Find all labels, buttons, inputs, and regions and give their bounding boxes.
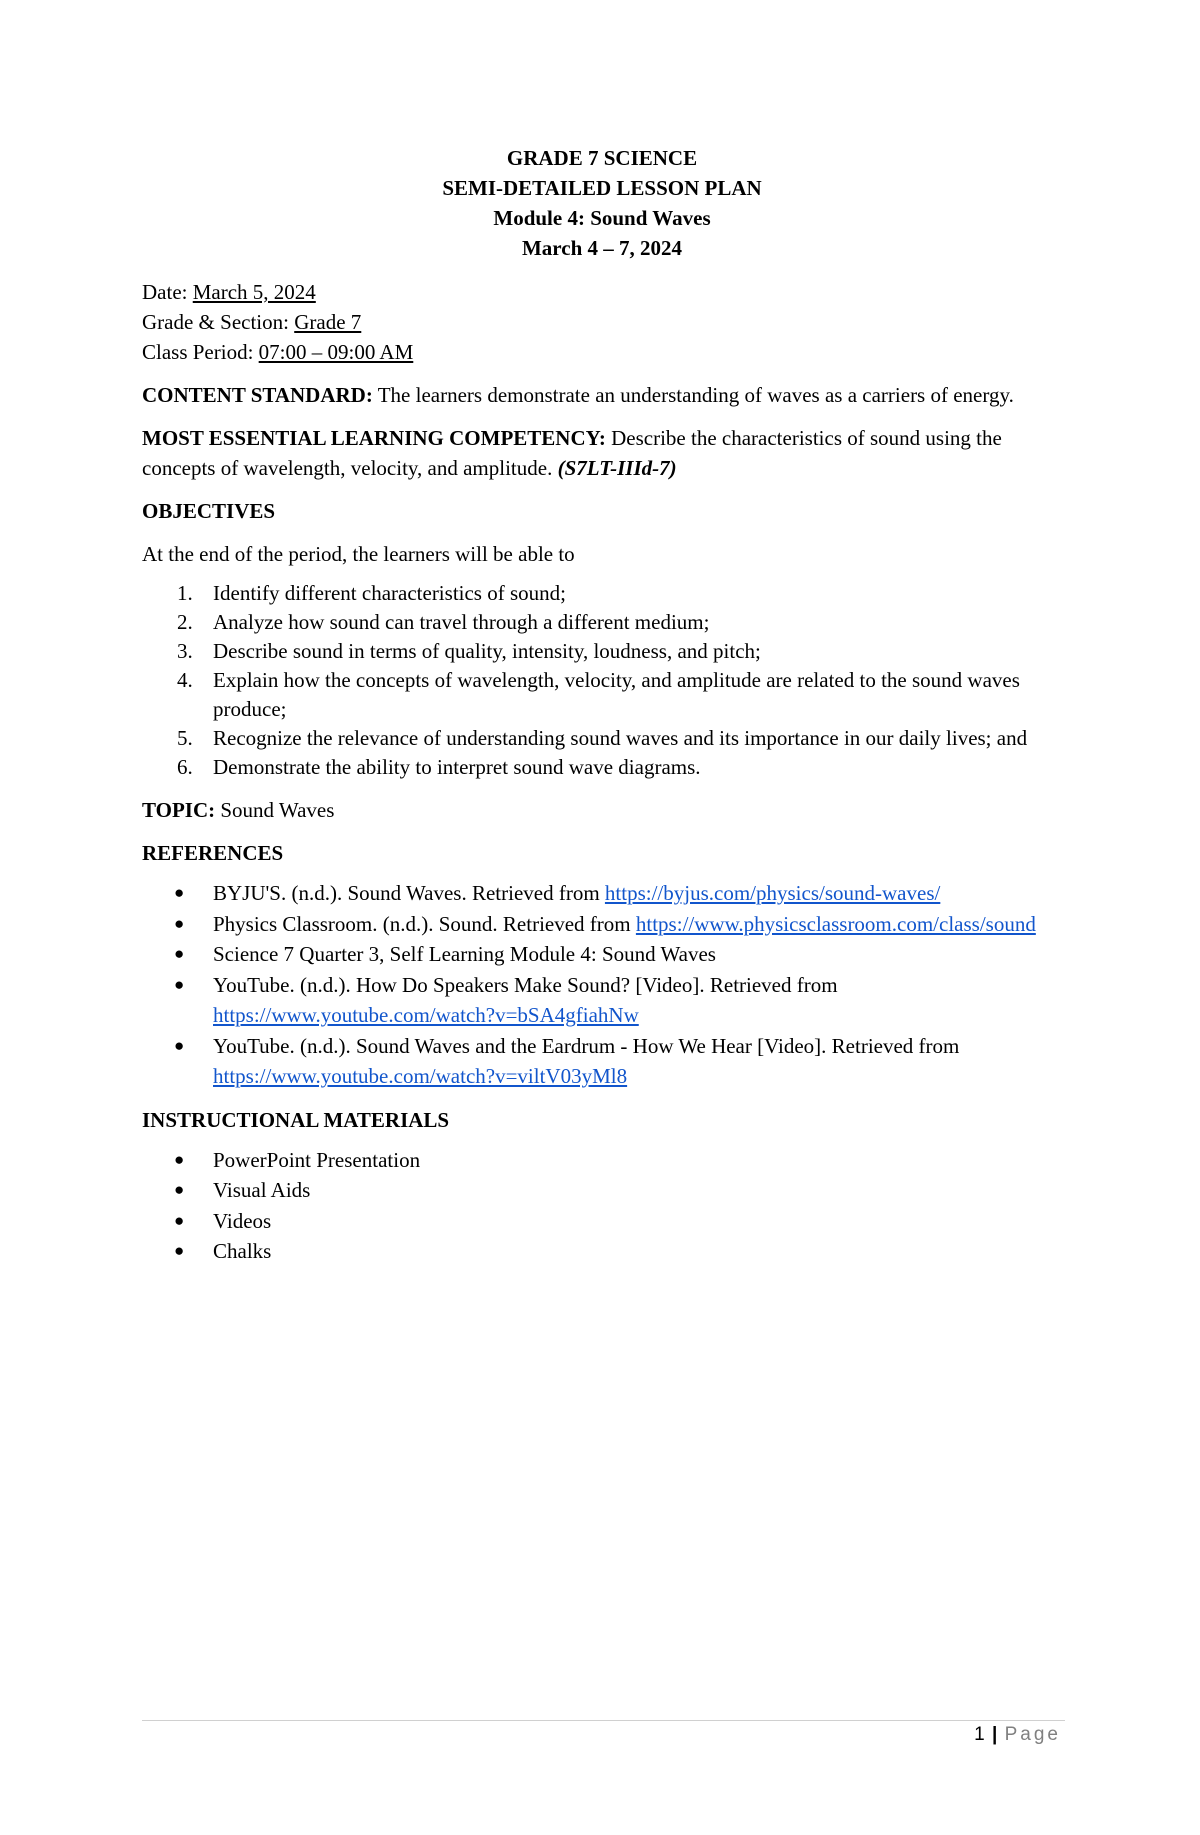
bullet-icon: ● (174, 883, 185, 902)
objective-item (142, 579, 1062, 608)
lesson-info (142, 277, 1062, 367)
document-content (142, 143, 1062, 1267)
header-module: Module 4: Sound Waves (493, 206, 711, 230)
content-standard-text: The learners demonstrate an understanding of waves as a carriers of energy. (372, 383, 1014, 407)
date-value: March 5, 2024 (192, 280, 316, 304)
objective-item (142, 608, 1062, 637)
footer-separator: | (992, 1724, 998, 1745)
material-text: Videos (213, 1208, 272, 1233)
objective-number: 6. (177, 755, 193, 779)
objective-text: Explain how the concepts of wavelength, velocity, and amplitude are related to the sound waves produce; (213, 668, 1020, 721)
reference-item (142, 970, 1062, 1031)
material-item (142, 1145, 1062, 1176)
class-period-label: Class Period: (142, 340, 259, 364)
reference-link[interactable]: https://www.physicsclassroom.com/class/sound (635, 911, 1036, 936)
reference-item (142, 909, 1062, 940)
bullet-icon: ● (174, 1180, 185, 1199)
reference-link[interactable]: https://byjus.com/physics/sound-waves/ (604, 881, 941, 905)
objective-number: 3. (177, 639, 193, 663)
topic (142, 795, 1062, 825)
reference-text: BYJU'S. (n.d.). Sound Waves. Retrieved from (213, 881, 605, 905)
bullet-icon: ● (174, 1035, 185, 1055)
material-item (142, 1206, 1062, 1237)
reference-text: Physics Classroom. (n.d.). Sound. Retrieved from (213, 911, 636, 936)
objective-text: Describe sound in terms of quality, intensity, loudness, and pitch; (213, 639, 761, 663)
header-date-range: March 4 – 7, 2024 (521, 236, 682, 260)
date-row (142, 277, 1062, 307)
objectives-intro: At the end of the period, the learners will be able to (142, 542, 575, 566)
reference-item (142, 878, 1062, 909)
learning-competency-code: (S7LT-IIId-7) (557, 456, 677, 480)
references-heading: REFERENCES (142, 841, 284, 865)
bullet-icon: ● (174, 913, 185, 933)
reference-text: YouTube. (n.d.). How Do Speakers Make Sound? [Video]. Retrieved from (213, 972, 838, 997)
objective-text: Identify different characteristics of sound; (213, 581, 566, 605)
material-item (142, 1236, 1062, 1267)
materials-list (142, 1145, 1062, 1267)
objective-text: Recognize the relevance of understanding sound waves and its importance in our daily lives; and (213, 726, 1028, 750)
date-label: Date: (142, 280, 193, 304)
objective-item (142, 724, 1062, 753)
objective-number: 5. (177, 726, 193, 750)
reference-text: Science 7 Quarter 3, Self Learning Module 4: Sound Waves (213, 942, 716, 966)
page-word: Page (1004, 1724, 1061, 1745)
objective-item (142, 637, 1062, 666)
document-header (142, 143, 1062, 263)
reference-item (142, 939, 1062, 970)
reference-link[interactable]: https://www.youtube.com/watch?v=viltV03yMl8 (213, 1064, 628, 1088)
material-text: Visual Aids (213, 1178, 311, 1202)
objective-text: Demonstrate the ability to interpret sound wave diagrams. (213, 755, 701, 779)
grade-section-row (142, 307, 1062, 337)
objectives-list (142, 579, 1062, 782)
learning-competency-label: MOST ESSENTIAL LEARNING COMPETENCY: (142, 426, 606, 450)
header-plan-type: SEMI-DETAILED LESSON PLAN (442, 176, 762, 200)
class-period-row (142, 337, 1062, 367)
objective-text: Analyze how sound can travel through a different medium; (213, 610, 710, 634)
objective-number: 2. (177, 610, 193, 634)
content-standard (142, 380, 1062, 410)
bullet-icon: ● (174, 944, 185, 963)
material-text: Chalks (213, 1239, 272, 1263)
learning-competency-text: Describe the characteristics of sound using the concepts of wavelength, velocity, and amplitude. (142, 426, 1002, 480)
material-text: PowerPoint Presentation (213, 1147, 421, 1172)
references-list (142, 878, 1062, 1092)
objective-item (142, 753, 1062, 782)
reference-text: YouTube. (n.d.). Sound Waves and the Eardrum - How We Hear [Video]. Retrieved from (213, 1033, 960, 1058)
page-number: 1 (974, 1724, 985, 1745)
material-item (142, 1175, 1062, 1206)
class-period-value: 07:00 – 09:00 AM (258, 340, 414, 364)
objective-number: 4. (177, 668, 193, 692)
bullet-icon: ● (174, 974, 185, 994)
reference-link[interactable]: https://www.youtube.com/watch?v=bSA4gfiahNw (213, 1003, 639, 1027)
bullet-icon: ● (174, 1241, 185, 1260)
objective-number: 1. (177, 581, 193, 605)
learning-competency (142, 423, 1062, 483)
materials-heading: INSTRUCTIONAL MATERIALS (142, 1107, 450, 1132)
bullet-icon: ● (174, 1149, 185, 1169)
objective-item (142, 666, 1062, 724)
content-standard-label: CONTENT STANDARD: (142, 383, 373, 407)
footer-divider (142, 1720, 1065, 1721)
grade-section-value: Grade 7 (294, 310, 362, 334)
bullet-icon: ● (174, 1210, 185, 1230)
header-subject: GRADE 7 SCIENCE (506, 146, 698, 170)
objectives-heading: OBJECTIVES (142, 499, 276, 523)
reference-item (142, 1031, 1062, 1092)
page-footer (974, 1724, 1061, 1746)
grade-section-label: Grade & Section: (142, 310, 295, 334)
topic-label: TOPIC: (142, 798, 216, 822)
topic-text: Sound Waves (215, 798, 335, 822)
